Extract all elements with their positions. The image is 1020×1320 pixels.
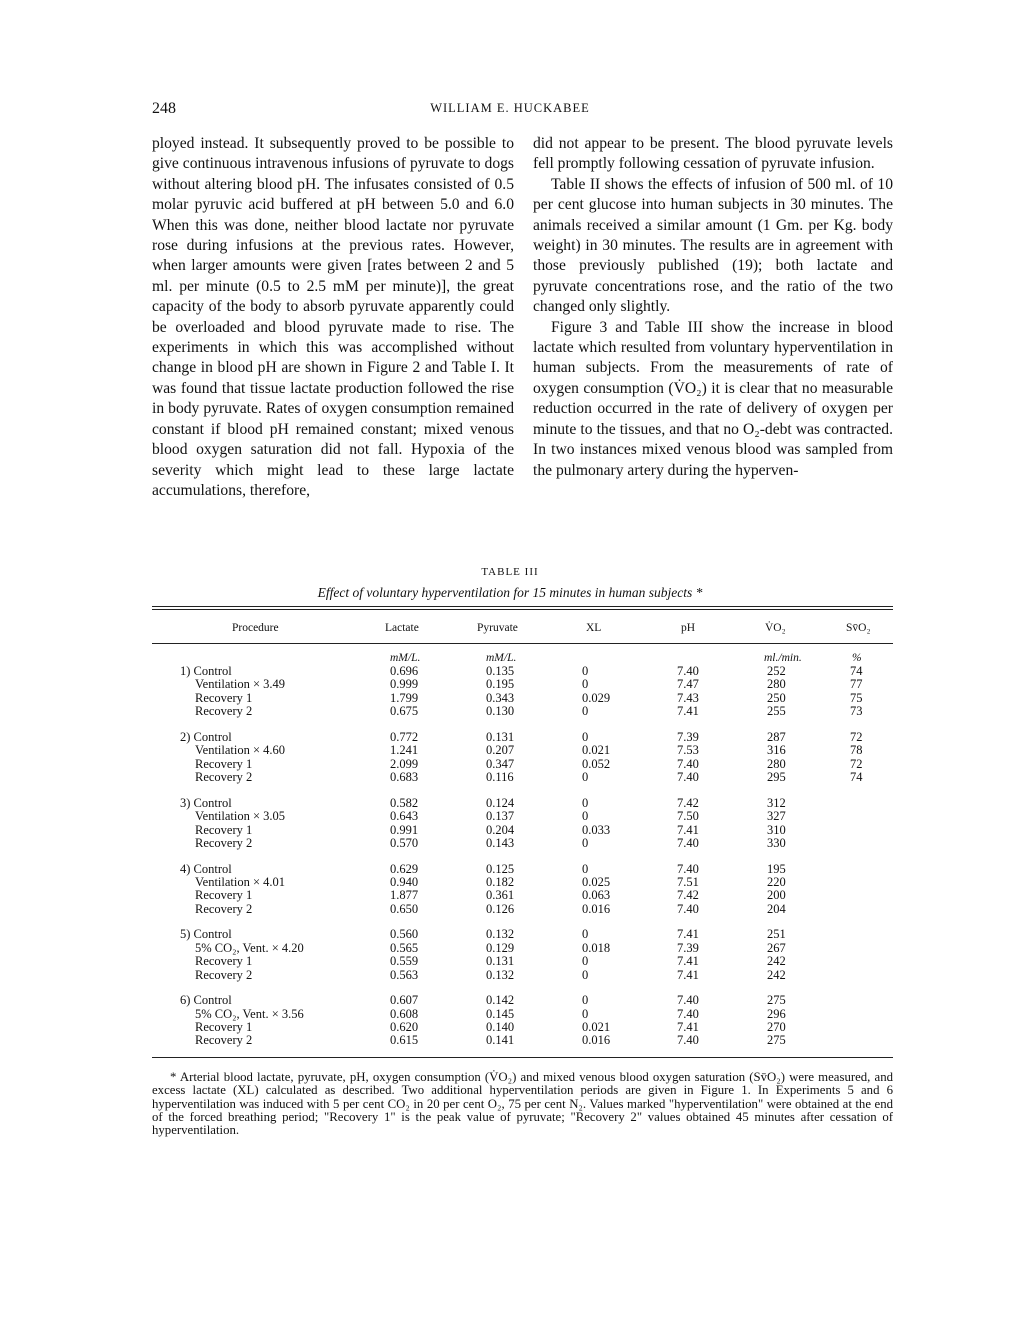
table-row — [0, 903, 1020, 916]
cell-xl: 0 — [582, 704, 589, 719]
cell-pyruvate: 0.207 — [486, 743, 515, 758]
unit-svo2: % — [852, 652, 862, 664]
cell-lactate: 0.570 — [390, 835, 419, 850]
cell-vo2: 327 — [767, 809, 786, 824]
cell-xl: 0.052 — [582, 756, 611, 771]
cell-pyruvate: 0.116 — [486, 770, 514, 785]
cell-vo2: 255 — [767, 704, 786, 719]
cell-vo2: 195 — [767, 861, 786, 876]
cell-ph: 7.41 — [677, 704, 699, 719]
table-row — [0, 731, 1020, 744]
cell-ph: 7.41 — [677, 967, 699, 982]
cell-vo2: 242 — [767, 967, 786, 982]
cell-ph: 7.41 — [677, 1020, 699, 1035]
table-row — [0, 665, 1020, 678]
cell-pyruvate: 0.145 — [486, 1006, 515, 1021]
table-footnote — [152, 1071, 893, 1137]
table-row — [0, 824, 1020, 837]
cell-procedure: Recovery 2 — [195, 770, 253, 785]
cell-xl: 0 — [582, 770, 589, 785]
cell-vo2: 275 — [767, 993, 786, 1008]
cell-procedure: Recovery 2 — [195, 835, 253, 850]
table-bottom-rule — [152, 1057, 893, 1058]
cell-pyruvate: 0.124 — [486, 795, 515, 810]
table-row — [0, 969, 1020, 982]
cell-xl: 0.021 — [582, 1020, 611, 1035]
column-header-xl: XL — [586, 622, 602, 634]
cell-xl: 0 — [582, 835, 589, 850]
cell-lactate: 0.620 — [390, 1020, 419, 1035]
cell-xl: 0.016 — [582, 1033, 611, 1048]
cell-ph: 7.42 — [677, 888, 699, 903]
cell-pyruvate: 0.131 — [486, 729, 515, 744]
body-paragraph: Figure 3 and Table III show the increase in blood lactate which resulted from voluntary hyperventilation in human subjects. From the measurements of rate of oxygen consumption (V̇O₂) it is clear that no measurable reduction occurred in the rate of delivery of oxygen per minute to the tissues, and that no O₂-debt was contracted. In two instances mixed venous blood was sampled from the pulmonary artery during the hyperven- — [533, 318, 893, 479]
table-row — [0, 955, 1020, 968]
cell-ph: 7.53 — [677, 743, 699, 758]
cell-ph: 7.40 — [677, 861, 699, 876]
cell-lactate: 0.675 — [390, 704, 419, 719]
cell-procedure: 4) Control — [180, 861, 232, 876]
cell-pyruvate: 0.135 — [486, 664, 515, 678]
cell-procedure: Recovery 2 — [195, 967, 253, 982]
column-header-lactate: Lactate — [385, 622, 419, 634]
cell-lactate: 0.608 — [390, 1006, 419, 1021]
table-row — [0, 889, 1020, 902]
cell-pyruvate: 0.125 — [486, 861, 515, 876]
cell-pyruvate: 0.347 — [486, 756, 515, 771]
cell-lactate: 1.241 — [390, 743, 419, 758]
cell-xl: 0 — [582, 954, 589, 969]
cell-vo2: 270 — [767, 1020, 786, 1035]
cell-xl: 0 — [582, 1006, 589, 1021]
cell-xl: 0.018 — [582, 940, 611, 955]
unit-lactate: mM/L. — [390, 652, 421, 664]
column-header-pyruvate: Pyruvate — [477, 622, 518, 634]
cell-lactate: 0.940 — [390, 874, 419, 889]
cell-vo2: 280 — [767, 677, 786, 692]
cell-ph: 7.40 — [677, 901, 699, 916]
cell-pyruvate: 0.343 — [486, 690, 515, 705]
cell-xl: 0 — [582, 967, 589, 982]
cell-pyruvate: 0.129 — [486, 940, 515, 955]
table-row — [0, 678, 1020, 691]
cell-procedure: 3) Control — [180, 795, 232, 810]
cell-xl: 0 — [582, 993, 589, 1008]
cell-xl: 0 — [582, 927, 589, 942]
cell-procedure: Ventilation × 4.01 — [195, 874, 286, 889]
cell-ph: 7.40 — [677, 770, 699, 785]
cell-pyruvate: 0.141 — [486, 1033, 515, 1048]
cell-ph: 7.40 — [677, 1006, 699, 1021]
cell-procedure: 5% CO₂, Vent. × 4.20 — [195, 940, 304, 955]
cell-lactate: 0.560 — [390, 927, 419, 942]
table-row — [0, 876, 1020, 889]
table-row — [0, 837, 1020, 850]
cell-xl: 0.029 — [582, 690, 611, 705]
cell-vo2: 330 — [767, 835, 786, 850]
cell-svo2: 73 — [850, 704, 863, 719]
cell-pyruvate: 0.137 — [486, 809, 515, 824]
cell-procedure: 6) Control — [180, 993, 232, 1008]
unit-pyruvate: mM/L. — [486, 652, 517, 664]
table-row — [0, 1034, 1020, 1047]
cell-svo2: 78 — [850, 743, 863, 758]
table-label: TABLE III — [481, 566, 539, 578]
cell-procedure: Ventilation × 3.05 — [195, 809, 286, 824]
running-head: WILLIAM E. HUCKABEE — [430, 101, 590, 115]
cell-pyruvate: 0.132 — [486, 967, 515, 982]
cell-ph: 7.40 — [677, 756, 699, 771]
cell-vo2: 316 — [767, 743, 786, 758]
cell-lactate: 0.565 — [390, 940, 419, 955]
cell-pyruvate: 0.204 — [486, 822, 515, 837]
cell-lactate: 0.615 — [390, 1033, 419, 1048]
cell-svo2: 75 — [850, 690, 863, 705]
cell-lactate: 0.650 — [390, 901, 419, 916]
cell-lactate: 0.643 — [390, 809, 419, 824]
table-row — [0, 928, 1020, 941]
table-row — [0, 994, 1020, 1007]
cell-ph: 7.40 — [677, 1033, 699, 1048]
table-group — [0, 665, 1020, 719]
cell-procedure: Ventilation × 3.49 — [195, 677, 286, 692]
cell-vo2: 310 — [767, 822, 786, 837]
cell-ph: 7.40 — [677, 993, 699, 1008]
cell-ph: 7.50 — [677, 809, 699, 824]
cell-vo2: 267 — [767, 940, 786, 955]
cell-xl: 0.016 — [582, 901, 611, 916]
cell-lactate: 0.683 — [390, 770, 419, 785]
table-group — [0, 994, 1020, 1048]
cell-vo2: 220 — [767, 874, 786, 889]
cell-pyruvate: 0.140 — [486, 1020, 515, 1035]
cell-ph: 7.42 — [677, 795, 699, 810]
table-header-rule — [152, 643, 893, 644]
table-top-rule — [152, 606, 893, 607]
cell-lactate: 0.563 — [390, 967, 419, 982]
cell-svo2: 74 — [850, 664, 863, 678]
table-row — [0, 744, 1020, 757]
cell-procedure: Recovery 1 — [195, 822, 253, 837]
cell-procedure: Recovery 1 — [195, 888, 253, 903]
table-row — [0, 758, 1020, 771]
cell-ph: 7.40 — [677, 835, 699, 850]
table-row — [0, 810, 1020, 823]
cell-procedure: 5% CO₂, Vent. × 3.56 — [195, 1006, 304, 1021]
cell-procedure: Recovery 2 — [195, 901, 253, 916]
cell-pyruvate: 0.132 — [486, 927, 515, 942]
cell-procedure: Ventilation × 4.60 — [195, 743, 286, 758]
cell-procedure: 2) Control — [180, 729, 232, 744]
cell-ph: 7.39 — [677, 729, 699, 744]
cell-procedure: Recovery 1 — [195, 954, 253, 969]
cell-xl: 0.021 — [582, 743, 611, 758]
cell-ph: 7.41 — [677, 927, 699, 942]
cell-procedure: 1) Control — [180, 664, 232, 678]
body-paragraph: Table II shows the effects of infusion of 500 ml. of 10 per cent glucose into human subjects in 30 minutes. The animals received a similar amount (1 Gm. per Kg. body weight) in 30 minutes. The results are in agreement with those previously published (19); both lactate and pyruvate concentrations rose, and the ratio of the two changed only slightly. — [533, 175, 893, 316]
cell-vo2: 295 — [767, 770, 786, 785]
cell-ph: 7.41 — [677, 954, 699, 969]
cell-pyruvate: 0.131 — [486, 954, 515, 969]
cell-xl: 0 — [582, 664, 589, 678]
left-column — [152, 134, 514, 501]
cell-lactate: 0.991 — [390, 822, 419, 837]
table-group — [0, 928, 1020, 982]
table-group — [0, 731, 1020, 785]
cell-lactate: 1.799 — [390, 690, 419, 705]
cell-vo2: 242 — [767, 954, 786, 969]
table-group — [0, 797, 1020, 851]
column-header-vo2: V̇O₂ — [765, 622, 786, 634]
footnote-text: * Arterial blood lactate, pyruvate, pH, oxygen consumption (V̇O₂) and mixed venous blood oxygen saturation (Sv̄O₂) were measured, and excess lactate (XL) calculated as described. Two additional hyperventilation periods are given in Figure 1. In Experiments 5 and 6 hyperventilation was induced with 5 per cent CO₂ in 20 per cent O₂, 75 per cent N₂. Values marked "hyperventilation" were obtained at the end of the forced breathing period; "Recovery 1" is the peak value of pyruvate; "Recovery 2" values obtained 45 minutes after cessation of hyperventilation. — [152, 1070, 893, 1138]
cell-pyruvate: 0.126 — [486, 901, 515, 916]
cell-lactate: 0.607 — [390, 993, 419, 1008]
table-caption: Effect of voluntary hyperventilation for 15 minutes in human subjects * — [317, 585, 703, 600]
table-body — [0, 665, 1020, 1060]
cell-vo2: 275 — [767, 1033, 786, 1048]
cell-svo2: 74 — [850, 770, 863, 785]
cell-vo2: 312 — [767, 795, 786, 810]
cell-ph: 7.47 — [677, 677, 699, 692]
cell-procedure: Recovery 1 — [195, 1020, 253, 1035]
cell-pyruvate: 0.142 — [486, 993, 515, 1008]
cell-pyruvate: 0.143 — [486, 835, 515, 850]
table-row — [0, 692, 1020, 705]
cell-vo2: 287 — [767, 729, 786, 744]
cell-xl: 0.025 — [582, 874, 611, 889]
cell-vo2: 252 — [767, 664, 786, 678]
cell-pyruvate: 0.361 — [486, 888, 515, 903]
table-top-rule-double — [152, 609, 893, 610]
table-row — [0, 863, 1020, 876]
cell-ph: 7.51 — [677, 874, 699, 889]
cell-pyruvate: 0.182 — [486, 874, 515, 889]
table-group — [0, 863, 1020, 917]
cell-pyruvate: 0.195 — [486, 677, 515, 692]
cell-xl: 0 — [582, 809, 589, 824]
cell-svo2: 72 — [850, 756, 863, 771]
cell-lactate: 0.696 — [390, 664, 419, 678]
cell-procedure: Recovery 2 — [195, 704, 253, 719]
unit-vo2: ml./min. — [764, 652, 802, 664]
cell-xl: 0.033 — [582, 822, 611, 837]
page-number: 248 — [152, 100, 176, 117]
cell-lactate: 0.999 — [390, 677, 419, 692]
cell-vo2: 204 — [767, 901, 786, 916]
cell-svo2: 77 — [850, 677, 863, 692]
column-header-ph: pH — [681, 622, 696, 634]
cell-vo2: 251 — [767, 927, 786, 942]
cell-xl: 0 — [582, 861, 589, 876]
table-row — [0, 1021, 1020, 1034]
column-header-procedure: Procedure — [232, 622, 279, 634]
cell-lactate: 0.772 — [390, 729, 419, 744]
right-column — [533, 134, 893, 481]
cell-ph: 7.41 — [677, 822, 699, 837]
cell-svo2: 72 — [850, 729, 863, 744]
cell-lactate: 1.877 — [390, 888, 419, 903]
body-paragraph: ployed instead. It subsequently proved to be possible to give continuous intravenous infusions of pyruvate to dogs without altering blood pH. The infusates consisted of 0.5 molar pyruvic acid buffered at pH between 5.0 and 6.0 When this was done, neither blood lactate nor pyruvate rose during infusions at the previous rates. However, when larger amounts were given [rates between 2 and 5 ml. per minute (0.5 to 2.5 mM per minute)], the great capacity of the body to absorb pyruvate apparently could be overloaded and blood pyruvate made to rise. The experiments in which this was accomplished without change in blood pH are shown in Figure 2 and Table I. It was found that tissue lactate production followed the rise in body pyruvate. Rates of oxygen consumption remained constant if blood pH remained constant; mixed venous blood oxygen saturation did not fall. Hypoxia of the severity which might lead to these large lactate accumulations, therefore, — [152, 135, 514, 499]
column-header-svo2: Sv̄O₂ — [846, 622, 871, 634]
cell-xl: 0 — [582, 677, 589, 692]
table-row — [0, 705, 1020, 718]
cell-vo2: 250 — [767, 690, 786, 705]
cell-ph: 7.40 — [677, 664, 699, 678]
cell-ph: 7.39 — [677, 940, 699, 955]
cell-xl: 0 — [582, 729, 589, 744]
table-row — [0, 1008, 1020, 1021]
cell-lactate: 0.582 — [390, 795, 419, 810]
cell-lactate: 0.559 — [390, 954, 419, 969]
cell-vo2: 280 — [767, 756, 786, 771]
cell-lactate: 2.099 — [390, 756, 419, 771]
cell-vo2: 296 — [767, 1006, 786, 1021]
table-row — [0, 797, 1020, 810]
cell-procedure: Recovery 1 — [195, 690, 253, 705]
body-paragraph: did not appear to be present. The blood pyruvate levels fell promptly following cessation of pyruvate infusion. — [533, 135, 893, 173]
cell-procedure: 5) Control — [180, 927, 232, 942]
cell-vo2: 200 — [767, 888, 786, 903]
cell-procedure: Recovery 1 — [195, 756, 253, 771]
cell-pyruvate: 0.130 — [486, 704, 515, 719]
cell-procedure: Recovery 2 — [195, 1033, 253, 1048]
cell-xl: 0 — [582, 795, 589, 810]
cell-lactate: 0.629 — [390, 861, 419, 876]
cell-ph: 7.43 — [677, 690, 699, 705]
cell-xl: 0.063 — [582, 888, 611, 903]
table-row — [0, 942, 1020, 955]
table-row — [0, 771, 1020, 784]
